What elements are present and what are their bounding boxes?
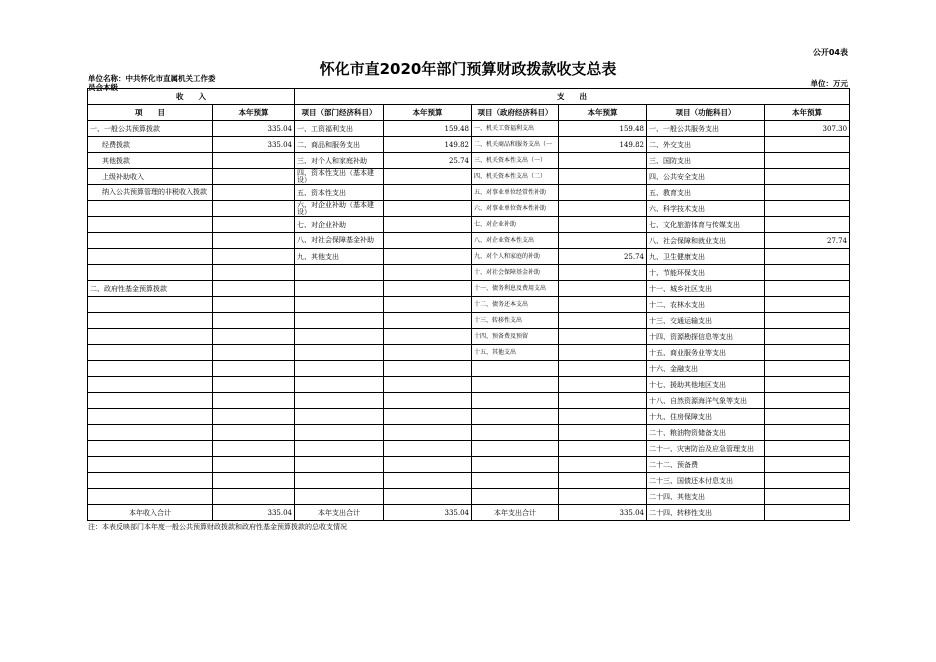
func-item: 二十二、预备费 [647, 457, 765, 473]
table-row [88, 441, 850, 457]
func-value [765, 489, 850, 505]
gov-econ-value: 149.82 [559, 137, 647, 153]
gov-econ-item: 七、对企业补助 [472, 217, 559, 233]
dept-econ-value: 159.48 [384, 121, 472, 137]
func-value [765, 329, 850, 345]
func-value [765, 441, 850, 457]
table-row [88, 153, 850, 169]
dept-econ-value [384, 281, 472, 297]
dept-econ-item: 五、资本性支出 [295, 185, 384, 201]
gov-econ-value [559, 297, 647, 313]
gov-econ-value [559, 361, 647, 377]
dept-econ-item: 七、对企业补助 [295, 217, 384, 233]
dept-econ-item [295, 265, 384, 281]
func-value [765, 185, 850, 201]
func-item: 九、卫生健康支出 [647, 249, 765, 265]
dept-econ-value [384, 473, 472, 489]
dept-econ-item: 九、其他支出 [295, 249, 384, 265]
income-item [88, 249, 213, 265]
income-value [213, 281, 295, 297]
func-value [765, 281, 850, 297]
gov-econ-value [559, 281, 647, 297]
page-title: 怀化市直2020年部门预算财政拨款收支总表 [319, 60, 617, 78]
func-value [765, 425, 850, 441]
income-value [213, 441, 295, 457]
dept-econ-value [384, 489, 472, 505]
func-item: 六、科学技术支出 [647, 201, 765, 217]
gov-econ-item [472, 457, 559, 473]
dept-econ-item [295, 361, 384, 377]
col-header-income-budget: 本年预算 [213, 105, 295, 121]
gov-econ-item: 十三、转移性支出 [472, 313, 559, 329]
income-value [213, 233, 295, 249]
func-value [765, 217, 850, 233]
gov-econ-item: 十五、其他支出 [472, 345, 559, 361]
gov-econ-item: 四、机关资本性支出（二） [472, 169, 559, 185]
gov-econ-item [472, 473, 559, 489]
gov-econ-value [559, 329, 647, 345]
table-row [88, 217, 850, 233]
income-item [88, 201, 213, 217]
func-item: 七、文化旅游体育与传媒支出 [647, 217, 765, 233]
func-item: 四、公共安全支出 [647, 169, 765, 185]
gov-econ-item: 八、对企业资本性支出 [472, 233, 559, 249]
income-value [213, 217, 295, 233]
unit-label: 单位：万元 [810, 79, 848, 88]
income-value [213, 169, 295, 185]
table-row [88, 505, 850, 521]
income-value [213, 185, 295, 201]
func-value [765, 457, 850, 473]
income-item: 二、政府性基金预算拨款 [88, 281, 213, 297]
func-value [765, 505, 850, 521]
func-item: 十四、资源勘探信息等支出 [647, 329, 765, 345]
dept-total-value: 335.04 [384, 505, 472, 521]
income-item [88, 313, 213, 329]
gov-econ-value [559, 265, 647, 281]
gov-econ-value [559, 345, 647, 361]
income-item [88, 329, 213, 345]
dept-econ-item [295, 473, 384, 489]
gov-econ-value [559, 233, 647, 249]
gov-econ-value [559, 153, 647, 169]
unit-name: 单位名称：中共怀化市直属机关工作委员会本级 [88, 74, 216, 92]
func-item: 十七、援助其他地区支出 [647, 377, 765, 393]
income-value [213, 249, 295, 265]
gov-econ-item: 一、机关工资福利支出 [472, 121, 559, 137]
table-row [88, 473, 850, 489]
table-row [88, 393, 850, 409]
dept-econ-value: 25.74 [384, 153, 472, 169]
col-header-dept-budget: 本年预算 [384, 105, 472, 121]
dept-econ-value [384, 297, 472, 313]
gov-econ-value [559, 393, 647, 409]
dept-econ-item [295, 281, 384, 297]
func-value [765, 201, 850, 217]
func-value [765, 169, 850, 185]
dept-econ-value [384, 409, 472, 425]
income-item [88, 265, 213, 281]
income-total-label: 本年收入合计 [88, 505, 213, 521]
func-item: 十六、金融支出 [647, 361, 765, 377]
income-item: 一、一般公共预算拨款 [88, 121, 213, 137]
dept-total-label: 本年支出合计 [295, 505, 384, 521]
income-value [213, 361, 295, 377]
table-row [88, 249, 850, 265]
func-value [765, 249, 850, 265]
func-item: 十三、交通运输支出 [647, 313, 765, 329]
func-value [765, 345, 850, 361]
gov-econ-item [472, 441, 559, 457]
dept-econ-item [295, 345, 384, 361]
income-value [213, 457, 295, 473]
table-row [88, 361, 850, 377]
table-row [88, 489, 850, 505]
income-item [88, 457, 213, 473]
gov-econ-item [472, 377, 559, 393]
gov-econ-item: 九、对个人和家庭的补助 [472, 249, 559, 265]
func-value [765, 409, 850, 425]
func-value [765, 265, 850, 281]
table-row [88, 409, 850, 425]
income-value [213, 393, 295, 409]
func-value: 307.30 [765, 121, 850, 137]
dept-econ-value [384, 345, 472, 361]
func-value [765, 313, 850, 329]
income-value [213, 201, 295, 217]
func-item: 二十、粮油物资储备支出 [647, 425, 765, 441]
expense-group-header: 支 出 [295, 89, 850, 105]
col-header-func-budget: 本年预算 [765, 105, 850, 121]
gov-econ-item [472, 393, 559, 409]
dept-econ-item [295, 409, 384, 425]
table-row [88, 313, 850, 329]
table-row [88, 233, 850, 249]
income-group-header: 收 入 [88, 89, 295, 105]
dept-econ-value [384, 393, 472, 409]
gov-econ-value [559, 457, 647, 473]
budget-table [87, 88, 850, 521]
gov-econ-value [559, 409, 647, 425]
gov-econ-value [559, 441, 647, 457]
dept-econ-value [384, 313, 472, 329]
gov-econ-item: 五、对事业单位经常性补助 [472, 185, 559, 201]
dept-econ-value: 149.82 [384, 137, 472, 153]
dept-econ-item [295, 377, 384, 393]
func-item: 三、国防支出 [647, 153, 765, 169]
dept-econ-item [295, 425, 384, 441]
gov-econ-value [559, 201, 647, 217]
table-row [88, 137, 850, 153]
gov-total-value: 335.04 [559, 505, 647, 521]
income-item [88, 409, 213, 425]
gov-econ-value [559, 377, 647, 393]
income-value [213, 425, 295, 441]
func-item: 二十三、国债还本付息支出 [647, 473, 765, 489]
dept-econ-value [384, 249, 472, 265]
income-item [88, 441, 213, 457]
func-item: 一、一般公共服务支出 [647, 121, 765, 137]
func-value: 27.74 [765, 233, 850, 249]
dept-econ-value [384, 201, 472, 217]
dept-econ-item [295, 441, 384, 457]
func-item: 十二、农林水支出 [647, 297, 765, 313]
func-item: 十、节能环保支出 [647, 265, 765, 281]
income-item [88, 425, 213, 441]
income-item [88, 377, 213, 393]
dept-econ-item [295, 457, 384, 473]
dept-econ-item [295, 313, 384, 329]
dept-econ-item: 八、对社会保障基金补助 [295, 233, 384, 249]
func-value [765, 393, 850, 409]
func-item: 二十一、灾害防治及应急管理支出 [647, 441, 765, 457]
income-item [88, 361, 213, 377]
income-value [213, 489, 295, 505]
dept-econ-value [384, 377, 472, 393]
table-row [88, 121, 850, 137]
gov-total-label: 本年支出合计 [472, 505, 559, 521]
gov-econ-item [472, 425, 559, 441]
form-code: 公开04表 [812, 48, 848, 57]
income-value [213, 153, 295, 169]
gov-econ-value [559, 169, 647, 185]
dept-econ-value [384, 361, 472, 377]
income-item: 纳入公共预算管理的非税收入拨款 [88, 185, 213, 201]
dept-econ-value [384, 425, 472, 441]
dept-econ-item: 一、工资福利支出 [295, 121, 384, 137]
func-value [765, 377, 850, 393]
income-item: 上级补助收入 [88, 169, 213, 185]
gov-econ-value [559, 313, 647, 329]
col-header-func: 项目（功能科目） [647, 105, 765, 121]
gov-econ-value [559, 217, 647, 233]
dept-econ-item [295, 393, 384, 409]
dept-econ-value [384, 185, 472, 201]
table-row [88, 169, 850, 185]
table-row [88, 185, 850, 201]
income-item [88, 345, 213, 361]
income-item [88, 217, 213, 233]
table-row [88, 425, 850, 441]
func-value [765, 473, 850, 489]
income-item [88, 233, 213, 249]
gov-econ-item [472, 409, 559, 425]
table-row [88, 457, 850, 473]
func-value [765, 153, 850, 169]
table-row [88, 377, 850, 393]
func-item: 二十四、转移性支出 [647, 505, 765, 521]
func-item: 八、社会保障和就业支出 [647, 233, 765, 249]
income-item [88, 393, 213, 409]
dept-econ-item [295, 329, 384, 345]
income-item [88, 297, 213, 313]
func-value [765, 137, 850, 153]
func-item: 十八、自然资源海洋气象等支出 [647, 393, 765, 409]
gov-econ-item: 十四、预备费及预留 [472, 329, 559, 345]
table-row [88, 265, 850, 281]
dept-econ-value [384, 217, 472, 233]
income-value [213, 313, 295, 329]
income-value [213, 329, 295, 345]
income-value [213, 377, 295, 393]
gov-econ-item: 十、对社会保障基金补助 [472, 265, 559, 281]
income-item [88, 473, 213, 489]
income-item: 其他拨款 [88, 153, 213, 169]
gov-econ-value [559, 489, 647, 505]
dept-econ-value [384, 457, 472, 473]
func-item: 十一、城乡社区支出 [647, 281, 765, 297]
gov-econ-item: 二、机关商品和服务支出（一 [472, 137, 559, 153]
dept-econ-value [384, 169, 472, 185]
income-total-value: 335.04 [213, 505, 295, 521]
dept-econ-item: 四、资本性支出（基本建设） [295, 169, 384, 185]
income-value [213, 297, 295, 313]
col-header-dept-econ: 项目（部门经济科目） [295, 105, 384, 121]
dept-econ-item: 三、对个人和家庭补助 [295, 153, 384, 169]
income-value: 335.04 [213, 121, 295, 137]
income-value [213, 409, 295, 425]
gov-econ-value [559, 425, 647, 441]
func-value [765, 297, 850, 313]
income-item [88, 489, 213, 505]
income-item: 经费拨款 [88, 137, 213, 153]
func-value [765, 361, 850, 377]
col-header-income-item: 项 目 [88, 105, 213, 121]
table-row [88, 297, 850, 313]
gov-econ-value: 159.48 [559, 121, 647, 137]
table-row [88, 345, 850, 361]
gov-econ-item: 十一、债务利息及费用支出 [472, 281, 559, 297]
income-value: 335.04 [213, 137, 295, 153]
footnote: 注：本表反映部门本年度一般公共预算财政拨款和政府性基金预算拨款的总收支情况 [88, 523, 347, 531]
gov-econ-item: 三、机关资本性支出（一） [472, 153, 559, 169]
func-item: 五、教育支出 [647, 185, 765, 201]
gov-econ-item [472, 489, 559, 505]
gov-econ-item: 十二、债务还本支出 [472, 297, 559, 313]
dept-econ-item [295, 297, 384, 313]
table-row [88, 329, 850, 345]
dept-econ-value [384, 329, 472, 345]
income-value [213, 473, 295, 489]
dept-econ-value [384, 233, 472, 249]
col-header-gov-econ: 项目（政府经济科目） [472, 105, 559, 121]
gov-econ-value [559, 473, 647, 489]
func-item: 二十四、其他支出 [647, 489, 765, 505]
gov-econ-item [472, 361, 559, 377]
table-row [88, 201, 850, 217]
func-item: 十五、商业服务业等支出 [647, 345, 765, 361]
dept-econ-value [384, 265, 472, 281]
dept-econ-item: 六、对企业补助（基本建设） [295, 201, 384, 217]
gov-econ-value: 25.74 [559, 249, 647, 265]
dept-econ-item: 二、商品和服务支出 [295, 137, 384, 153]
dept-econ-item [295, 489, 384, 505]
income-value [213, 345, 295, 361]
func-item: 十九、住房保障支出 [647, 409, 765, 425]
gov-econ-item: 六、对事业单位资本性补助 [472, 201, 559, 217]
dept-econ-value [384, 441, 472, 457]
func-item: 二、外交支出 [647, 137, 765, 153]
col-header-gov-budget: 本年预算 [559, 105, 647, 121]
table-row [88, 281, 850, 297]
income-value [213, 265, 295, 281]
gov-econ-value [559, 185, 647, 201]
